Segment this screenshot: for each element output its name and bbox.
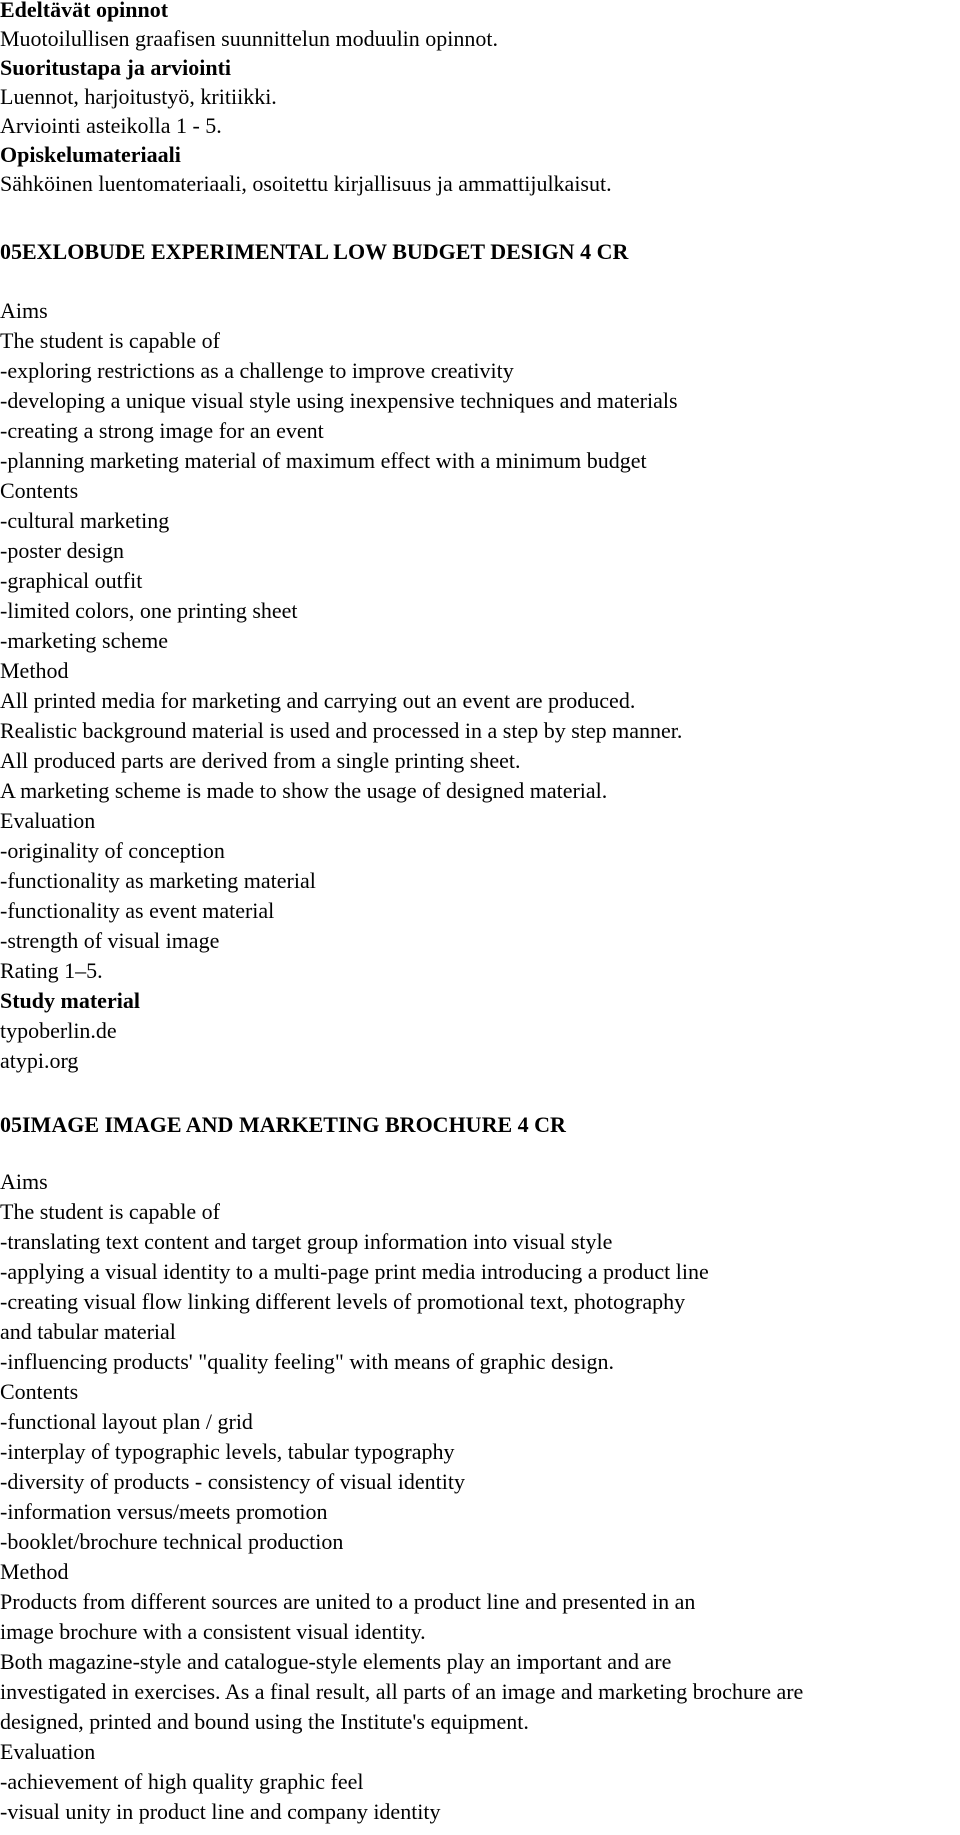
contents-item: -cultural marketing (0, 508, 170, 533)
contents-item: -graphical outfit (0, 568, 143, 593)
aim-item: -creating a strong image for an event (0, 418, 324, 443)
aim-item: -creating visual flow linking different levels of promotional text, photography (0, 1289, 686, 1314)
course-title-image: 05IMAGE IMAGE AND MARKETING BROCHURE 4 CR (0, 1112, 566, 1137)
aim-item: -developing a unique visual style using inexpensive techniques and materials (0, 388, 678, 413)
method-line: designed, printed and bound using the Institute's equipment. (0, 1709, 529, 1734)
aims-intro: The student is capable of (0, 1199, 220, 1224)
evaluation-item: -strength of visual image (0, 928, 220, 953)
contents-item: -booklet/brochure technical production (0, 1529, 344, 1554)
evaluation-item: -originality of conception (0, 838, 225, 863)
aims-heading: Aims (0, 1169, 48, 1194)
method-line: investigated in exercises. As a final result, all parts of an image and marketing brochure are (0, 1679, 804, 1704)
prereq-text: Muotoilullisen graafisen suunnittelun moduulin opinnot. (0, 26, 499, 51)
material-text-fi: Sähköinen luentomateriaali, osoitettu kirjallisuus ja ammattijulkaisut. (0, 171, 612, 196)
rating-text: Rating 1–5. (0, 958, 103, 983)
contents-item: -poster design (0, 538, 125, 563)
method-line: Realistic background material is used and processed in a step by step manner. (0, 718, 683, 743)
aim-item: -translating text content and target group information into visual style (0, 1229, 613, 1254)
contents-item: -functional layout plan / grid (0, 1409, 253, 1434)
course-title-exlobude: 05EXLOBUDE EXPERIMENTAL LOW BUDGET DESIGN 4 CR (0, 239, 629, 264)
contents-item: -marketing scheme (0, 628, 168, 653)
aim-item: -influencing products' "quality feeling" with means of graphic design. (0, 1349, 614, 1374)
study-material-item: typoberlin.de (0, 1018, 117, 1043)
evaluation-item: -visual unity in product line and company identity (0, 1799, 441, 1824)
method-line: Both magazine-style and catalogue-style elements play an important and are (0, 1649, 672, 1674)
evaluation-heading: Evaluation (0, 808, 96, 833)
contents-heading: Contents (0, 478, 79, 503)
evaluation-item: -achievement of high quality graphic feel (0, 1769, 364, 1794)
method-line: A marketing scheme is made to show the usage of designed material. (0, 778, 608, 803)
contents-heading: Contents (0, 1379, 79, 1404)
evaluation-item: -functionality as marketing material (0, 868, 316, 893)
contents-item: -diversity of products - consistency of visual identity (0, 1469, 465, 1494)
method-heading: Method (0, 658, 69, 683)
prereq-heading: Edeltävät opinnot (0, 0, 169, 22)
aim-item: and tabular material (0, 1319, 176, 1344)
aims-intro: The student is capable of (0, 328, 220, 353)
evaluation-item: -functionality as event material (0, 898, 275, 923)
method-line: image brochure with a consistent visual identity. (0, 1619, 426, 1644)
method-line: All produced parts are derived from a single printing sheet. (0, 748, 521, 773)
aims-heading: Aims (0, 298, 48, 323)
contents-item: -interplay of typographic levels, tabular typography (0, 1439, 455, 1464)
evaluation-heading: Evaluation (0, 1739, 96, 1764)
study-material-heading: Study material (0, 988, 140, 1013)
study-material-item: atypi.org (0, 1048, 79, 1073)
material-heading-fi: Opiskelumateriaali (0, 142, 181, 167)
aim-item: -exploring restrictions as a challenge to improve creativity (0, 358, 514, 383)
contents-item: -limited colors, one printing sheet (0, 598, 298, 623)
method-line: Products from different sources are united to a product line and presented in an (0, 1589, 696, 1614)
method-text-fi-2: Arviointi asteikolla 1 - 5. (0, 113, 222, 138)
contents-item: -information versus/meets promotion (0, 1499, 328, 1524)
method-line: All printed media for marketing and carrying out an event are produced. (0, 688, 636, 713)
method-text-fi-1: Luennot, harjoitustyö, kritiikki. (0, 84, 277, 109)
aim-item: -planning marketing material of maximum effect with a minimum budget (0, 448, 647, 473)
method-heading-fi: Suoritustapa ja arviointi (0, 55, 232, 80)
method-heading: Method (0, 1559, 69, 1584)
aim-item: -applying a visual identity to a multi-page print media introducing a product line (0, 1259, 709, 1284)
